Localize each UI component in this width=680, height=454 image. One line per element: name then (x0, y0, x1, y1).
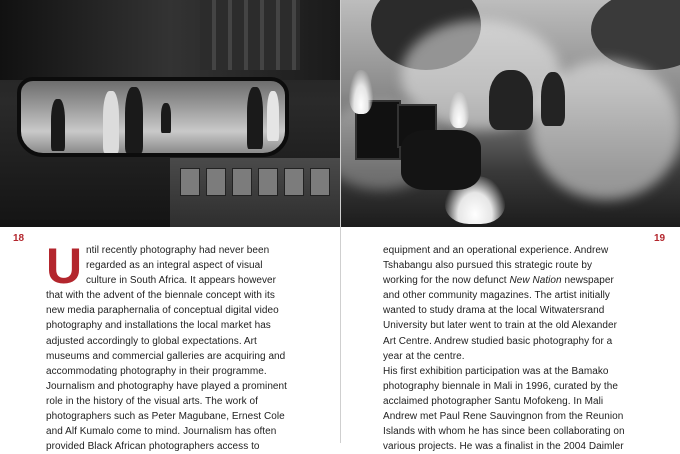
text-line: accommodating photography in their programme. (46, 365, 267, 377)
body-text-left (46, 238, 328, 454)
text-line: photographers such as Peter Magubane, Ernest Cole (46, 411, 285, 423)
photo-rearview-mirror (0, 0, 340, 227)
bus (170, 158, 340, 227)
text-line: photography biennale in Mali in 1996, curated by the (383, 380, 618, 392)
text-line: wanted to study drama at the local Witwatersrand (383, 305, 605, 317)
text-line: acclaimed photographer Santu Mofokeng. In Mali (383, 395, 604, 407)
text-line: photography and installations the local market has (46, 320, 271, 332)
text-line: that with the advent of the biennale concept with its (46, 290, 275, 302)
text-line: University but later went to train at the old Alexander (383, 320, 617, 332)
page-number-right: 19 (654, 233, 666, 244)
text-line: role in the history of the visual arts. The work of (46, 395, 258, 407)
text-line: regarded as an integral aspect of visual (86, 260, 263, 272)
body-text-right (383, 243, 665, 454)
drop-cap: U (46, 238, 83, 294)
text-line: Tshabangu also pursued this strategic route by (383, 260, 593, 272)
text-line: His first exhibition participation was at the Bamako (383, 365, 609, 377)
text-line: provided Black African photographers access to (46, 441, 260, 453)
text-line: Art Centre. Andrew studied basic photography for a (383, 335, 613, 347)
text-line: equipment and an operational experience. Andrew (383, 245, 609, 256)
publication-title: New Nation (509, 275, 562, 287)
text-line: Andrew met Paul Rene Sauvingnon from the Reunion (383, 411, 624, 423)
photo-fires-smoke (341, 0, 680, 227)
text-line: culture in South Africa. It appears however (86, 275, 277, 287)
text-line: museums and commercial galleries are acquiring and (46, 350, 286, 362)
gutter-divider (340, 0, 341, 443)
page-number-left: 18 (13, 233, 25, 244)
text-line: Journalism and photography have played a prominent (46, 380, 287, 392)
text-line: new media paraphernalia of conceptual digital video (46, 305, 279, 317)
text-line: ntil recently photography had never been (86, 245, 270, 256)
text-line: Islands with whom he has since been collaborating on (383, 426, 625, 438)
text-line: year at the centre. (383, 350, 465, 362)
text-line: adjusted accordingly to global expectations. Art (46, 335, 257, 347)
mirror-reflection (17, 77, 289, 157)
text-line: various projects. He was a finalist in the 2004 Daimler (383, 441, 624, 453)
text-line: and Alf Kumalo come to mind. Journalism has often (46, 426, 277, 438)
text-line: working for the now defunct New Nation newspaper (383, 275, 614, 287)
text-line: and other community magazines. The artist initially (383, 290, 610, 302)
